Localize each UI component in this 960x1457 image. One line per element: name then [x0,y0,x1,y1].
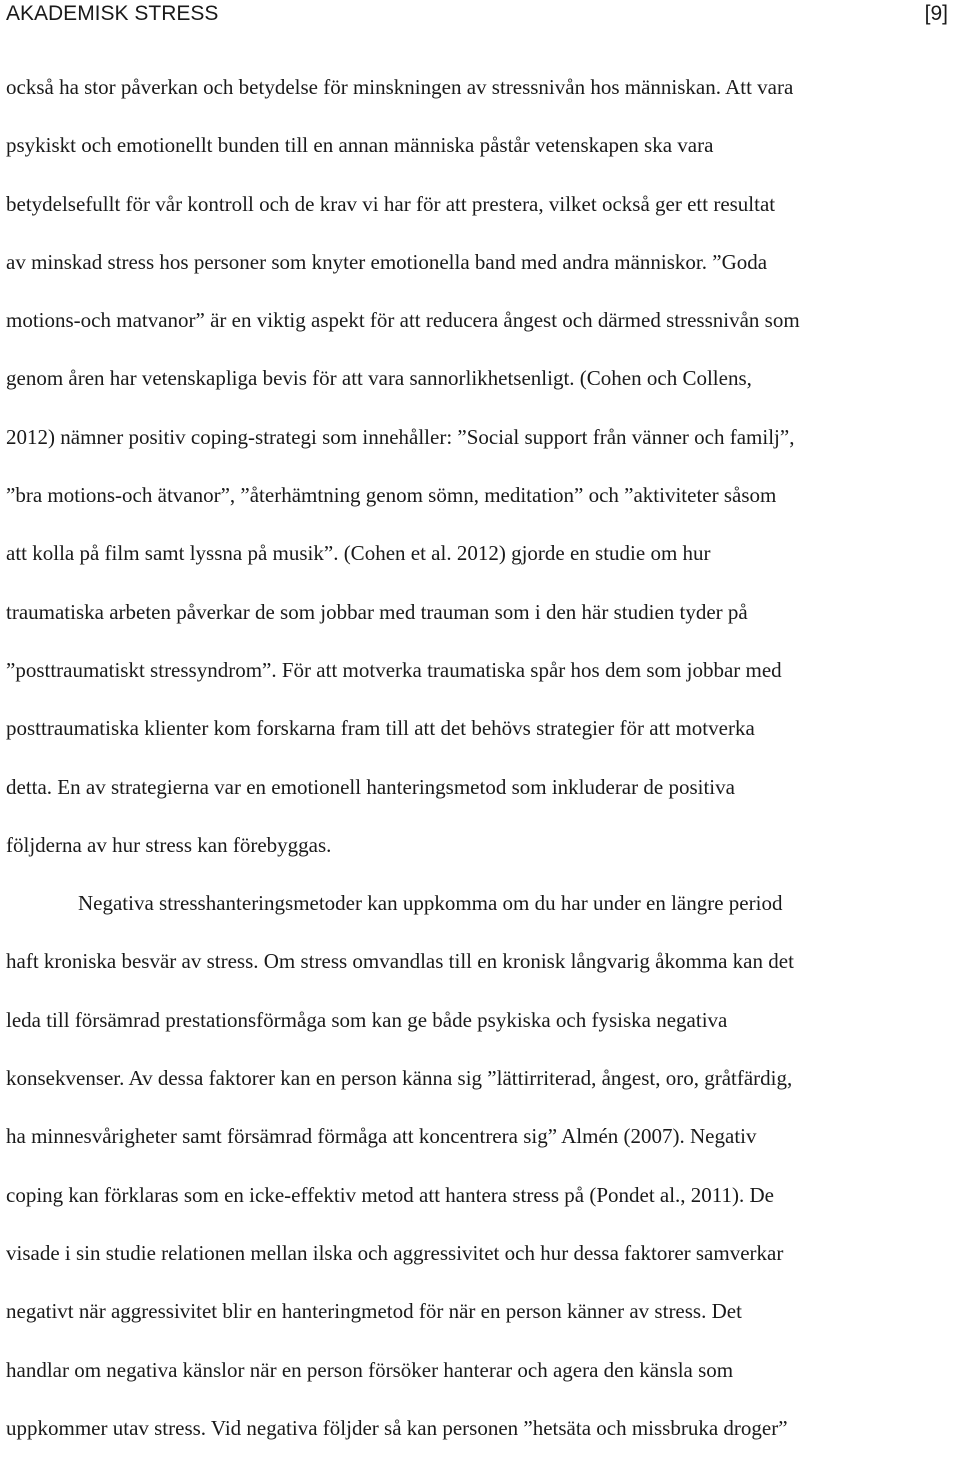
text-line: visade i sin studie relationen mellan ilska och aggressivitet och hur dessa faktorer samverkar [6,1240,784,1265]
text-line: följderna av hur stress kan förebyggas. [6,832,332,857]
text-line: konsekvenser. Av dessa faktorer kan en person känna sig ”lättirriterad, ångest, oro, gråtfärdig, [6,1066,793,1091]
page-header [6,0,948,30]
body-text [6,58,960,1457]
text-line: negativt när aggressivitet blir en hanteringmetod för när en person känner av stress. Det [6,1299,742,1324]
text-line: betydelsefullt för vår kontroll och de krav vi har för att prestera, vilket också ger ett resultat [6,191,776,216]
text-line: ”bra motions-och ätvanor”, ”återhämtning genom sömn, meditation” och ”aktiviteter såsom [6,483,777,508]
text-line: uppkommer utav stress. Vid negativa följder så kan personen ”hetsäta och missbruka droger” [6,1415,788,1440]
text-line: traumatiska arbeten påverkar de som jobbar med trauman som i den här studien tyder på [6,599,748,624]
text-line: haft kroniska besvär av stress. Om stress omvandlas till en kronisk långvarig åkomma kan det [6,949,794,974]
text-line: coping kan förklaras som en icke-effektiv metod att hantera stress på (Pondet al., 2011). De [6,1182,775,1207]
text-line: att kolla på film samt lyssna på musik”. (Cohen et al. 2012) gjorde en studie om hur [6,541,711,566]
text-line: leda till försämrad prestationsförmåga som kan ge både psykiska och fysiska negativa [6,1007,728,1032]
page-number: [9] [924,2,948,25]
text-line: 2012) nämner positiv coping-strategi som innehåller: ”Social support från vänner och familj”, [6,424,795,449]
text-line: handlar om negativa känslor när en person försöker hanterar och agera den känsla som [6,1357,734,1382]
text-line: motions-och matvanor” är en viktig aspekt för att reducera ångest och därmed stressnivån som [6,308,800,333]
text-line: också ha stor påverkan och betydelse för minskningen av stressnivån hos människan. Att vara [6,75,794,99]
text-line: genom åren har vetenskapliga bevis för att vara sannorlikhetsenligt. (Cohen och Collens, [6,366,752,391]
text-line: psykiskt och emotionellt bunden till en annan människa påstår vetenskapen ska vara [6,133,714,158]
paragraph-first-line: Negativa stresshanteringsmetoder kan uppkomma om du har under en längre period [78,891,783,916]
text-line: av minskad stress hos personer som knyter emotionella band med andra människor. ”Goda [6,249,768,274]
text-line: detta. En av strategierna var en emotionell hanteringsmetod som inkluderar de positiva [6,774,735,799]
text-line: posttraumatiska klienter kom forskarna fram till att det behövs strategier för att motverka [6,716,755,741]
running-title: AKADEMISK STRESS [6,2,219,25]
text-line: ha minnesvårigheter samt försämrad förmåga att koncentrera sig” Almén (2007). Negativ [6,1124,757,1149]
text-line: ”posttraumatiskt stressyndrom”. För att motverka traumatiska spår hos dem som jobbar med [6,657,782,682]
